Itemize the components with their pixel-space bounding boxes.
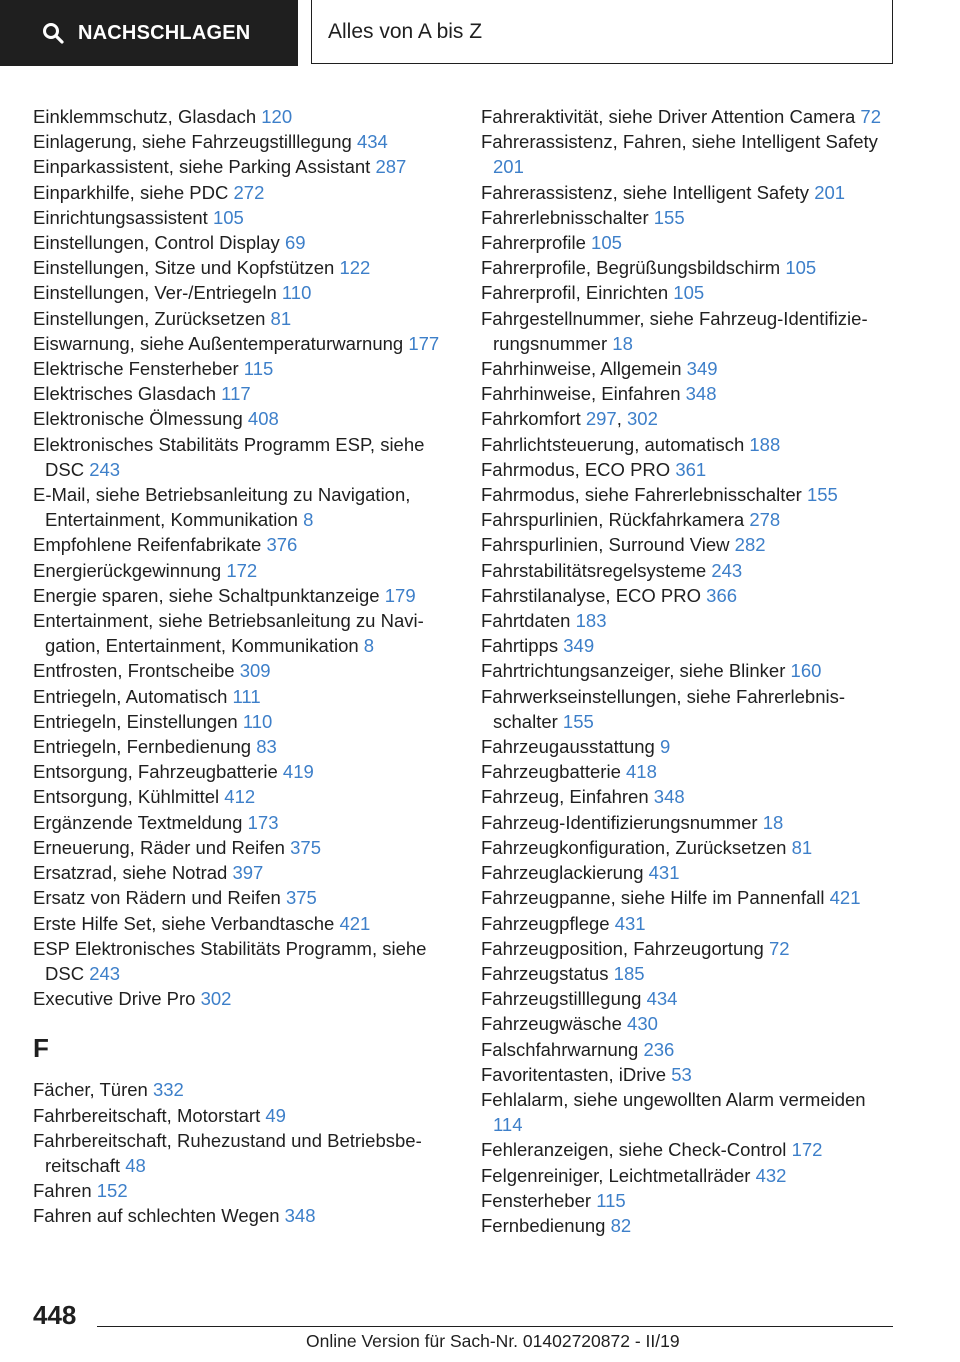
page-link[interactable]: 366 [706,584,738,606]
index-entry [481,1213,891,1238]
index-entry [33,331,453,356]
index-entry [33,810,453,835]
index-entry-text: Entriegeln, Fernbedienung [33,736,252,758]
index-entry [481,205,891,230]
page-number: 448 [33,1300,77,1330]
index-entry-text: Fahreraktivität, siehe Driver Attention Camera [481,106,856,127]
page-link[interactable]: 177 [408,332,440,354]
index-entry-text: Eiswarnung, siehe Außentemperaturwarnung [33,332,404,354]
index-entry [481,432,891,457]
page-link[interactable]: 105 [673,282,705,304]
index-entry [481,684,891,734]
index-entry [33,558,453,583]
index-entry-text: Energierückgewinnung [33,559,222,581]
index-entry [481,306,891,356]
index-entry-text: Einstellungen, Ver-/Entriegeln [33,282,277,304]
index-entry [481,558,891,583]
page-link[interactable]: 349 [686,358,718,380]
index-entry-text: Elektronisches Stabilitäts Programm ESP, siehe DSC [33,433,425,480]
section-letter-f: F [33,1033,49,1064]
index-entry-text: Fahrstabilitätsregelsysteme [481,559,707,581]
index-entry-text: Fahrzeugstatus [481,962,609,984]
index-entry [33,154,453,179]
index-entry-text: Einstellungen, Sitze und Kopfstützen [33,257,335,279]
page-link[interactable]: 434 [356,131,388,153]
index-entry-text: Fehleranzeigen, siehe Check-Control [481,1139,787,1161]
page-link[interactable]: 421 [339,912,371,934]
page-link[interactable]: 155 [562,710,594,732]
index-entry [481,104,891,129]
index-entry [481,759,891,784]
page-link[interactable]: 287 [375,156,407,178]
page-link[interactable]: 376 [266,534,298,556]
index-entry-text: Fahrtipps [481,635,559,657]
index-entry [481,583,891,608]
page-link[interactable]: 172 [791,1139,823,1161]
index-entry-text: ESP Elektronisches Stabilitäts Programm, siehe DSC [33,937,427,984]
index-entry [33,356,453,381]
page-link[interactable]: 18 [612,332,633,354]
index-entry-text: Fahrspurlinien, Surround View [481,534,730,556]
index-entry-text: Fahrbereitschaft, Motorstart [33,1104,261,1126]
page-link[interactable]: 361 [675,458,707,480]
page-link[interactable]: 115 [596,1189,626,1211]
search-icon [42,22,64,44]
index-entry [33,911,453,936]
index-entry-text: Favoritentasten, iDrive [481,1063,667,1085]
index-entry-text: E-Mail, siehe Betriebsanleitung zu Navigation, Entertainment, Kommunikation [33,484,411,531]
page-link[interactable]: 302 [627,408,658,430]
page-link[interactable]: 243 [711,559,743,581]
page-link[interactable]: 69 [284,232,306,254]
page-link[interactable]: 155 [653,206,685,228]
index-entry [33,406,453,431]
page-link[interactable]: 348 [653,786,685,808]
index-entry [33,104,453,129]
index-entry-text: Fahrlichtsteuerung, automatisch [481,433,745,455]
page-link[interactable]: 117 [221,383,251,405]
index-entry [33,759,453,784]
page-link[interactable]: 272 [233,181,265,203]
index-entry-text: Entriegeln, Automatisch [33,685,228,707]
index-entry-text: Fahrzeugpflege [481,912,610,934]
index-entry [33,658,453,683]
page-link[interactable]: 83 [256,736,277,758]
index-entry-text: Felgenreiniger, Leichtmetallräder [481,1164,751,1186]
index-entry-text: Ersatz von Rädern und Reifen [33,887,281,909]
index-entry [33,734,453,759]
index-entry-text: Fahrzeugausstattung [481,736,655,758]
page-link[interactable]: 110 [242,710,273,732]
page-link[interactable]: 412 [224,786,256,808]
index-entry-text: Fahren [33,1180,92,1202]
page-link[interactable]: 348 [284,1205,316,1227]
index-entry-text: Ersatzrad, siehe Notrad [33,862,228,884]
index-entry-text: Fahrspurlinien, Rückfahrkamera [481,509,745,531]
index-entry-text: Elektrisches Glasdach [33,383,217,405]
page-link[interactable]: 8 [303,509,314,531]
index-entry [481,1062,891,1087]
index-entry [481,1137,891,1162]
index-entry [33,129,453,154]
index-entry [481,936,891,961]
page-header [0,0,960,66]
index-entry-text: Einparkassistent, siehe Parking Assistant [33,156,371,178]
index-entry [33,432,453,482]
index-entry [33,205,453,230]
page-link[interactable]: 375 [285,887,317,909]
page-link[interactable]: 309 [239,660,271,682]
index-entry [33,709,453,734]
index-entry-text: Erste Hilfe Set, siehe Verbandtasche [33,912,335,934]
index-entry-text: Fahrerprofile, Begrüßungsbildschirm [481,257,781,279]
index-entry-text: Fahrerassistenz, Fahren, siehe Intelligent Safety [481,131,878,153]
index-entry [481,532,891,557]
page-link[interactable]: 278 [749,509,781,531]
page-link[interactable]: 185 [613,962,645,984]
index-entry [481,507,891,532]
page-link[interactable]: 115 [243,358,274,380]
index-entry-text: Fahrzeuglackierung [481,862,644,884]
index-entry [33,1103,453,1128]
index-entry [33,936,453,986]
index-entry [481,835,891,860]
page-link[interactable]: 419 [282,761,314,783]
index-entry [33,255,453,280]
index-list-e [33,104,453,1011]
index-entry-text: Entriegeln, Einstellungen [33,710,238,732]
page-link[interactable]: 82 [610,1214,632,1236]
page-link[interactable]: 421 [829,887,861,909]
index-entry-text: Ergänzende Textmeldung [33,811,243,833]
page-link[interactable]: 431 [614,912,646,934]
index-entry [33,306,453,331]
page-link[interactable]: 9 [659,736,671,758]
index-entry-text: Fahrzeugstilllegung [481,988,642,1010]
page-link[interactable]: 243 [89,458,121,480]
index-entry [481,961,891,986]
index-entry-text: Einrichtungsassistent [33,206,208,228]
page-link[interactable]: 105 [785,257,817,279]
page-link[interactable]: 418 [626,761,657,783]
page-link[interactable]: 114 [493,1114,523,1136]
page-link[interactable]: 282 [734,534,766,556]
index-entry [33,381,453,406]
page-link[interactable]: 8 [363,635,375,657]
index-entry-text: Fehlalarm, siehe ungewollten Alarm vermeiden [481,1088,866,1110]
page-link[interactable]: 188 [749,433,781,455]
index-entry [481,1163,891,1188]
index-entry-text: Fahrerprofil, Einrichten [481,282,669,304]
index-entry [481,381,891,406]
index-entry [33,1128,453,1178]
page-link[interactable]: 179 [384,584,416,606]
page-link[interactable]: 201 [814,181,846,203]
index-entry [481,810,891,835]
index-entry-text: Fahrmodus, ECO PRO [481,458,671,480]
index-entry [33,583,453,608]
page-link[interactable]: 122 [339,257,371,279]
index-entry [481,911,891,936]
index-entry [33,860,453,885]
index-entry-text: Entertainment, siehe Betriebsanleitung zu Navigation, Entertainment, Kommunikation [33,610,424,657]
index-entry [33,280,453,305]
page-link[interactable]: 110 [281,282,312,304]
index-entry-text: Fahrhinweise, Einfahren [481,383,681,405]
page-link[interactable]: 72 [860,106,881,127]
index-entry-text: Elektrische Fensterheber [33,358,239,380]
index-entry-text: Energie sparen, siehe Schaltpunktanzeige [33,584,380,606]
footer-online-version: Online Version für Sach-Nr. 01402720872 - II/19 [306,1331,680,1351]
index-entry [33,835,453,860]
index-entry-text: Entsorgung, Kühlmittel [33,786,220,808]
chapter-title: Alles von A bis Z [311,0,893,64]
index-entry-text: Fahrerlebnisschalter [481,206,649,228]
index-entry [481,457,891,482]
index-entry-text: Fahren auf schlechten Wegen [33,1205,280,1227]
page-link[interactable]: 172 [226,559,258,581]
index-column-right [481,104,891,1238]
index-entry [33,1203,453,1228]
index-entry-text: Fahrzeugwäsche [481,1013,622,1035]
page-link[interactable]: 18 [762,811,784,833]
page-link[interactable]: 297 [585,408,617,430]
index-entry [481,1037,891,1062]
index-entry [481,860,891,885]
index-entry-text: Erneuerung, Räder und Reifen [33,836,285,858]
index-entry-text: Fahrzeugkonfiguration, Zurücksetzen [481,836,787,858]
page-link[interactable]: 431 [648,862,680,884]
index-list-f [33,1077,453,1228]
page-link[interactable]: 397 [232,862,264,884]
page-link[interactable]: 243 [89,962,121,984]
index-entry [481,482,891,507]
index-entry [481,280,891,305]
page-link[interactable]: 173 [247,811,279,833]
index-entry [33,1178,453,1203]
index-entry [33,885,453,910]
index-entry-text: Fensterheber [481,1189,592,1211]
index-entry [33,532,453,557]
page-link[interactable]: 349 [563,635,595,657]
page-link[interactable]: 302 [200,988,232,1010]
page-link[interactable]: 81 [270,307,292,329]
index-entry-text: Executive Drive Pro [33,988,196,1010]
page-link[interactable]: 201 [493,156,524,178]
index-entry [481,658,891,683]
page-link[interactable]: 408 [247,408,279,430]
page-link[interactable]: 236 [643,1038,675,1060]
section-tab-nachschlagen[interactable] [0,0,298,66]
index-entry-text: Einstellungen, Zurücksetzen [33,307,266,329]
index-entry [33,230,453,255]
page-link[interactable]: 48 [125,1154,146,1176]
index-entry [481,608,891,633]
page-link[interactable]: 160 [790,660,822,682]
index-entry-text: Fernbedienung [481,1214,606,1236]
index-entry-text: Fahrzeugpanne, siehe Hilfe im Pannenfall [481,887,825,909]
page-link[interactable]: 348 [685,383,717,405]
page-link[interactable]: 72 [768,937,790,959]
index-entry-text: Fahrwerkseinstellungen, siehe Fahrerlebnisschalter [481,685,846,732]
page-link[interactable]: 332 [152,1079,184,1101]
index-entry [481,180,891,205]
index-entry-text: Fahrkomfort [481,408,581,430]
index-entry-text: Fahrtdaten [481,610,571,632]
index-entry: Fahrkomfort 297, 302 [481,408,658,430]
page-link[interactable]: 105 [212,206,244,228]
page-link[interactable]: 53 [671,1063,692,1085]
page-link[interactable]: 430 [627,1013,658,1035]
index-entry-text: Einparkhilfe, siehe PDC [33,181,229,203]
index-entry-text: Fahrtrichtungsanzeiger, siehe Blinker [481,660,786,682]
index-entry-text: Fahrgestellnummer, siehe Fahrzeug-Identifizierungsnummer [481,307,868,354]
index-entry [33,180,453,205]
index-entry [33,482,453,532]
index-entry [481,356,891,381]
section-tab-label: NACHSCHLAGEN [78,21,251,44]
index-entry [481,255,891,280]
index-entry [481,1188,891,1213]
index-entry [481,784,891,809]
page-link[interactable]: 152 [96,1180,128,1202]
page-link[interactable]: 375 [290,836,321,858]
index-entry [33,1077,453,1102]
index-entry-text: Fahrbereitschaft, Ruhezustand und Betriebsbereitschaft [33,1129,422,1176]
index-entry-text: Fahrstilanalyse, ECO PRO [481,584,702,606]
index-entry [481,129,891,179]
page-link[interactable]: 120 [261,106,293,127]
index-entry-text: Fächer, Türen [33,1079,148,1101]
index-entry [33,784,453,809]
page-link[interactable]: 81 [791,836,813,858]
index-entry-text: Fahrerprofile [481,232,586,254]
index-entry-text: Fahrhinweise, Allgemein [481,358,682,380]
index-entry [33,608,453,658]
index-entry-text: Fahrzeug-Identifizierungsnummer [481,811,758,833]
index-entry-text: Fahrzeug, Einfahren [481,786,649,808]
index-entry [481,230,891,255]
page-link[interactable]: 434 [646,988,678,1010]
page-link[interactable]: 183 [575,610,607,632]
index-entry-text: Einlagerung, siehe Fahrzeugstilllegung [33,131,352,153]
index-entry-text: Fahrzeugbatterie [481,761,621,783]
index-entry [481,1087,891,1137]
index-entry-text: Entfrosten, Frontscheibe [33,660,235,682]
index-entry-text: Einstellungen, Control Display [33,232,280,254]
index-entry [33,986,453,1011]
page-link[interactable]: 49 [265,1104,286,1126]
index-entry [481,885,891,910]
index-entry [481,633,891,658]
index-entry [481,1011,891,1036]
index-entry-text: Falschfahrwarnung [481,1038,639,1060]
index-entry-text: Elektronische Ölmessung [33,408,243,430]
page-link[interactable]: 432 [755,1164,787,1186]
index-entry-text: Einklemmschutz, Glasdach [33,106,257,127]
index-entry [481,986,891,1011]
index-entry [481,734,891,759]
page-link[interactable]: 155 [806,484,838,506]
index-entry-text: Fahrzeugposition, Fahrzeugortung [481,937,764,959]
index-list-f-continued [481,104,891,1238]
index-entry-text: Entsorgung, Fahrzeugbatterie [33,761,278,783]
footer-divider [97,1326,893,1327]
index-column-left [33,104,453,1229]
page-link[interactable]: 105 [591,232,622,254]
index-entry-text: Fahrerassistenz, siehe Intelligent Safety [481,181,810,203]
index-entry-text: Empfohlene Reifenfabrikate [33,534,262,556]
index-entry [33,684,453,709]
index-entry-text: Fahrmodus, siehe Fahrerlebnisschalter [481,484,802,506]
page-link[interactable]: 111 [232,685,261,707]
